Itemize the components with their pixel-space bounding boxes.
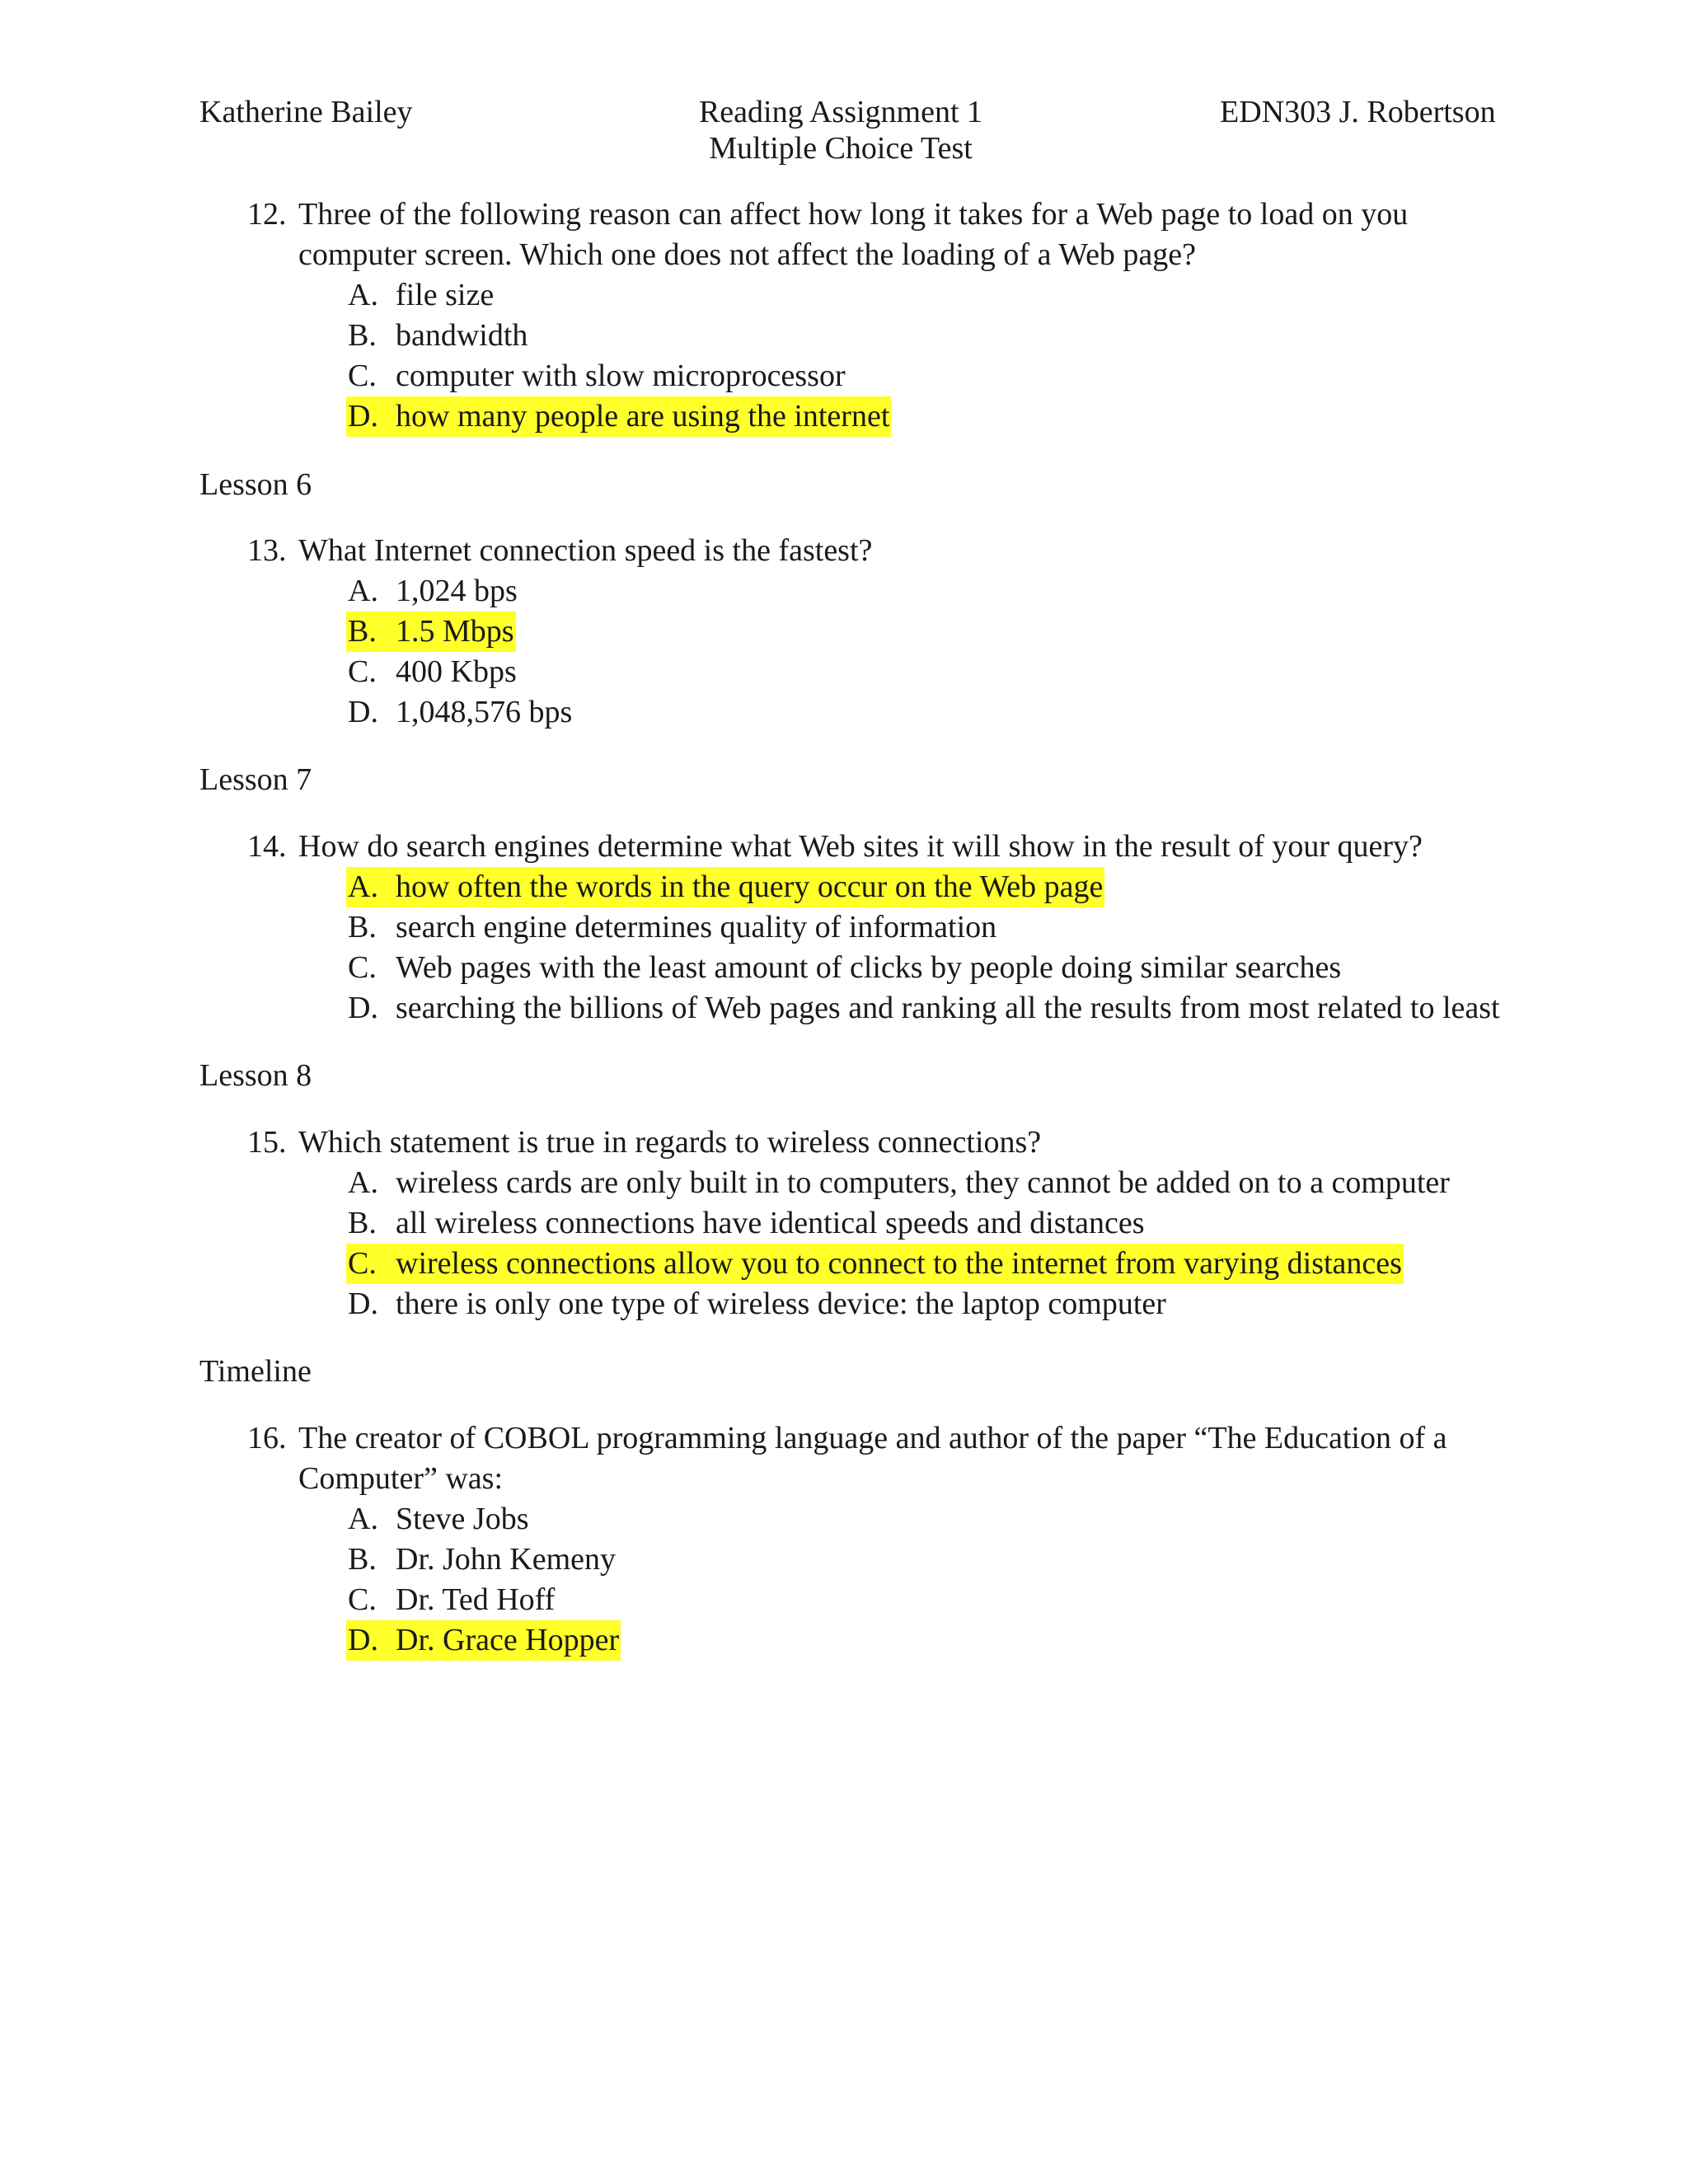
option-letter: C. [348, 1582, 377, 1617]
question-16 [247, 1418, 1500, 1661]
option-letter: D. [348, 1623, 378, 1657]
question-number: 15. [247, 1125, 287, 1160]
assignment-title-line1: Reading Assignment 1 [698, 95, 983, 129]
option-letter: A. [348, 1165, 378, 1200]
section-heading-lesson-7: Lesson 7 [199, 762, 312, 797]
option-c [346, 356, 1500, 396]
section-heading-timeline: Timeline [199, 1354, 312, 1389]
option-text: 1,048,576 bps [396, 695, 573, 729]
option-letter: B. [348, 1206, 377, 1240]
option-list [247, 571, 1500, 733]
question-12 [247, 194, 1500, 437]
question-14 [247, 827, 1500, 1029]
option-d [346, 396, 1500, 437]
option-letter: C. [348, 1246, 377, 1281]
option-letter: D. [348, 991, 378, 1025]
option-letter: A. [348, 869, 378, 904]
option-list [247, 275, 1500, 437]
option-letter: A. [348, 574, 378, 608]
option-text: Web pages with the least amount of clicks by people doing similar searches [396, 950, 1342, 985]
option-b [346, 1203, 1500, 1244]
section-heading-lesson-8: Lesson 8 [199, 1058, 312, 1093]
question-text: How do search engines determine what Web sites it will show in the result of your query? [298, 829, 1423, 864]
option-d [346, 1284, 1500, 1324]
option-letter: D. [348, 695, 378, 729]
option-list [247, 867, 1500, 1029]
question-number: 12. [247, 197, 287, 232]
option-list [247, 1499, 1500, 1661]
option-letter: D. [348, 399, 378, 434]
option-letter: B. [348, 910, 377, 944]
option-text: bandwidth [396, 318, 528, 353]
option-text: there is only one type of wireless device: the laptop computer [396, 1286, 1166, 1321]
option-letter: C. [348, 359, 377, 393]
option-text: 1,024 bps [396, 574, 518, 608]
option-text: file size [396, 278, 495, 312]
option-a [346, 275, 1500, 316]
option-letter: A. [348, 1502, 378, 1536]
option-c [346, 948, 1500, 988]
option-text: how often the words in the query occur on the Web page [396, 869, 1104, 904]
option-text: 400 Kbps [396, 654, 517, 689]
option-text: Dr. Grace Hopper [396, 1623, 620, 1657]
option-a [346, 571, 1500, 612]
option-letter: B. [348, 318, 377, 353]
option-text: Dr. Ted Hoff [396, 1582, 556, 1617]
option-d [346, 692, 1500, 733]
question-text: Three of the following reason can affect how long it takes for a Web page to load on you computer screen. Which one does not affect the loading of a Web page? [298, 197, 1409, 272]
assignment-title [593, 94, 1088, 166]
option-text: searching the billions of Web pages and ranking all the results from most related to least [396, 991, 1500, 1025]
option-d [346, 988, 1500, 1029]
option-c [346, 1580, 1500, 1620]
option-b [346, 1540, 1500, 1580]
option-text: wireless cards are only built in to computers, they cannot be added on to a computer [396, 1165, 1450, 1200]
option-letter: C. [348, 950, 377, 985]
question-text: Which statement is true in regards to wireless connections? [298, 1125, 1042, 1160]
option-list [247, 1163, 1500, 1324]
option-d [346, 1620, 1500, 1661]
section-heading-lesson-6: Lesson 6 [199, 467, 312, 502]
question-number: 14. [247, 829, 287, 864]
option-text: search engine determines quality of information [396, 910, 997, 944]
question-number: 13. [247, 533, 287, 568]
assignment-title-line2: Multiple Choice Test [709, 131, 973, 166]
course-instructor: EDN303 J. Robertson [1220, 95, 1496, 129]
question-text: The creator of COBOL programming language and author of the paper “The Education of a Computer” was: [298, 1421, 1447, 1496]
option-letter: D. [348, 1286, 378, 1321]
option-a [346, 867, 1500, 907]
student-name: Katherine Bailey [199, 95, 413, 129]
option-text: 1.5 Mbps [396, 614, 514, 649]
option-a [346, 1163, 1500, 1203]
option-a [346, 1499, 1500, 1540]
option-text: Steve Jobs [396, 1502, 529, 1536]
option-letter: B. [348, 1542, 377, 1577]
option-c [346, 652, 1500, 692]
option-b [346, 316, 1500, 356]
option-letter: C. [348, 654, 377, 689]
question-text: What Internet connection speed is the fastest? [298, 533, 873, 568]
option-b [346, 907, 1500, 948]
question-15 [247, 1122, 1500, 1324]
option-letter: B. [348, 614, 377, 649]
option-text: all wireless connections have identical speeds and distances [396, 1206, 1145, 1240]
option-letter: A. [348, 278, 378, 312]
question-13 [247, 531, 1500, 733]
option-text: Dr. John Kemeny [396, 1542, 617, 1577]
option-text: how many people are using the internet [396, 399, 890, 434]
option-b [346, 612, 1500, 652]
option-text: computer with slow microprocessor [396, 359, 846, 393]
option-c [346, 1244, 1500, 1284]
option-text: wireless connections allow you to connect to the internet from varying distances [396, 1246, 1402, 1281]
question-number: 16. [247, 1421, 287, 1455]
